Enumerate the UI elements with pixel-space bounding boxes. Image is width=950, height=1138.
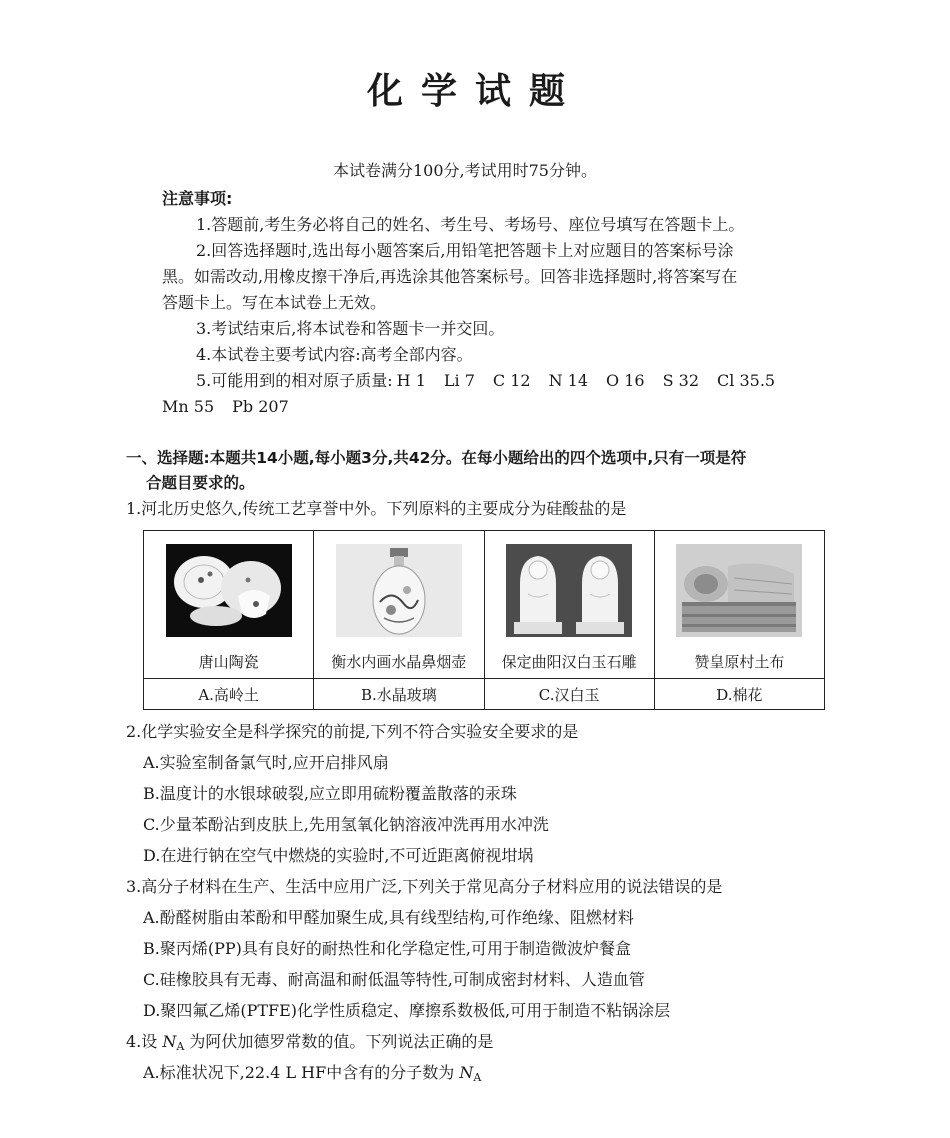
question-3-option-d: D.聚四氟乙烯(PTFE)化学性质稳定、摩擦系数极低,可用于制造不粘锅涂层 xyxy=(143,1001,671,1020)
option-cell-a xyxy=(144,531,314,679)
atomic-mass: C 12 xyxy=(492,371,531,390)
section-heading-line-2: 合题目要求的。 xyxy=(146,474,255,492)
page-title: 化学试题 xyxy=(366,71,583,112)
exam-intro: 本试卷满分100分,考试用时75分钟。 xyxy=(333,161,597,180)
atomic-mass: O 16 xyxy=(606,371,645,390)
section-heading-line-1: 一、选择题:本题共14小题,每小题3分,共42分。在每小题给出的四个选项中,只有一项是符 xyxy=(126,449,747,467)
notice-item-2-line-2: 黑。如需改动,用橡皮擦干净后,再选涂其他答案标号。回答非选择题时,将答案写在 xyxy=(162,267,738,286)
question-1-stem: 1.河北历史悠久,传统工艺享誉中外。下列原料的主要成分为硅酸盐的是 xyxy=(126,499,627,518)
notice-heading: 注意事项: xyxy=(162,189,233,208)
avogadro-symbol: N xyxy=(459,1063,474,1082)
folded-cloth-photo xyxy=(676,544,802,637)
question-2-option-d: D.在进行钠在空气中燃烧的实验时,不可近距离俯视坩埚 xyxy=(143,846,534,865)
question-3-option-c: C.硅橡胶具有无毒、耐高温和耐低温等特性,可制成密封材料、人造血管 xyxy=(143,970,645,989)
notice-item-1: 1.答题前,考生务必将自己的姓名、考生号、考场号、座位号填写在答题卡上。 xyxy=(196,215,745,234)
option-caption: 赞皇原村土布 xyxy=(694,653,785,671)
notice-item-4: 4.本试卷主要考试内容:高考全部内容。 xyxy=(196,345,473,364)
question-2-stem: 2.化学实验安全是科学探究的前提,下列不符合实验安全要求的是 xyxy=(126,722,579,741)
question-4-stem-prefix: 4.设 xyxy=(126,1032,158,1051)
question-2-option-b: B.温度计的水银球破裂,应立即用硫粉覆盖散落的汞珠 xyxy=(143,784,517,803)
question-3-stem: 3.高分子材料在生产、生活中应用广泛,下列关于常见高分子材料应用的说法错误的是 xyxy=(126,877,723,896)
option-cell-c xyxy=(484,531,654,679)
porcelain-photo xyxy=(166,544,292,637)
question-3-option-b: B.聚丙烯(PP)具有良好的耐热性和化学稳定性,可用于制造微波炉餐盒 xyxy=(143,939,631,958)
question-1-options-table xyxy=(143,530,825,710)
option-a: A.高岭土 xyxy=(144,679,314,710)
option-cell-d xyxy=(654,531,824,679)
option-c: C.汉白玉 xyxy=(484,679,654,710)
option-caption: 唐山陶瓷 xyxy=(198,653,259,671)
question-4-option-a xyxy=(143,1062,481,1089)
atomic-mass: Mn 55 xyxy=(162,397,215,416)
question-4-stem xyxy=(126,1031,493,1058)
question-3-option-a: A.酚醛树脂由苯酚和甲醛加聚生成,具有线型结构,可作绝缘、阻燃材料 xyxy=(143,908,634,927)
question-2-option-c: C.少量苯酚沾到皮肤上,先用氢氧化钠溶液冲洗再用水冲洗 xyxy=(143,815,549,834)
avogadro-symbol: N xyxy=(162,1032,177,1051)
notice-item-2-line-3: 答题卡上。写在本试卷上无效。 xyxy=(162,293,387,312)
notice-item-5 xyxy=(196,370,793,392)
notice-item-2-line-1: 2.回答选择题时,选出每小题答案后,用铅笔把答题卡上对应题目的答案标号涂 xyxy=(196,241,734,260)
option-cell-b xyxy=(314,531,484,679)
snuff-bottle-photo xyxy=(336,544,462,637)
option-caption: 衡水内画水晶鼻烟壶 xyxy=(331,653,467,671)
notice-item-5-line-2 xyxy=(162,396,307,418)
avogadro-subscript: A xyxy=(473,1071,482,1084)
atomic-mass: Cl 35.5 xyxy=(717,371,776,390)
jade-lion-photo xyxy=(506,544,632,637)
avogadro-subscript: A xyxy=(176,1040,185,1053)
question-2-option-a: A.实验室制备氯气时,应开启排风扇 xyxy=(143,753,389,772)
atomic-mass: N 14 xyxy=(548,371,589,390)
atomic-mass-prefix: 5.可能用到的相对原子质量: xyxy=(196,371,393,390)
option-d: D.棉花 xyxy=(654,679,824,710)
atomic-mass: Li 7 xyxy=(443,371,475,390)
atomic-mass: S 32 xyxy=(662,371,700,390)
question-4-option-a-text: A.标准状况下,22.4 L HF中含有的分子数为 xyxy=(143,1063,455,1082)
question-4-stem-text: 为阿伏加德罗常数的值。下列说法正确的是 xyxy=(189,1032,494,1051)
atomic-mass: H 1 xyxy=(396,371,426,390)
notice-item-3: 3.考试结束后,将本试卷和答题卡一并交回。 xyxy=(196,319,505,338)
option-b: B.水晶玻璃 xyxy=(314,679,484,710)
option-caption: 保定曲阳汉白玉石雕 xyxy=(501,653,637,671)
atomic-mass: Pb 207 xyxy=(232,397,289,416)
